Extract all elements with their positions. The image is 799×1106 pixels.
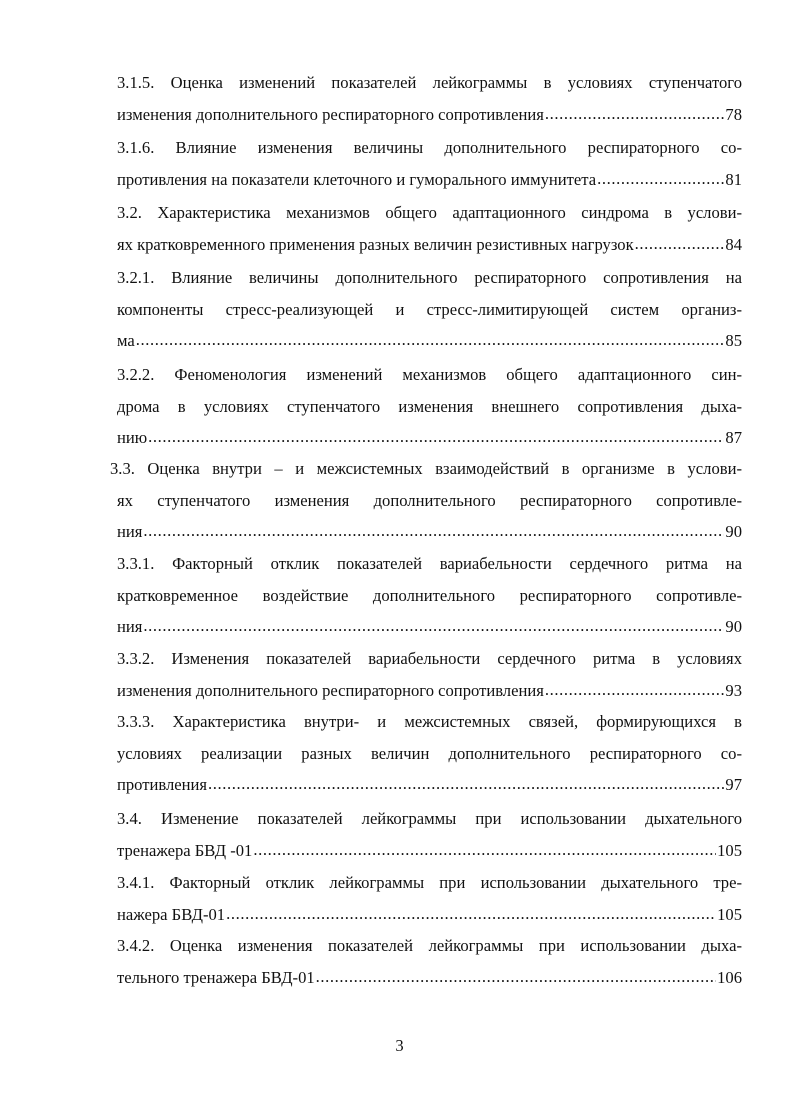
dot-leader: [635, 229, 725, 260]
toc-entry-last-line: [117, 229, 742, 261]
dot-leader: [545, 99, 725, 130]
toc-entry-line: компоненты стресс-реализующей и стресс-лимитирующей систем организ-: [117, 299, 742, 319]
toc-entry-line: 3.2. Характеристика механизмов общего адаптационного синдрома в услови-: [117, 203, 742, 222]
toc-entry-line: 3.1.6. Влияние изменения величины дополнительного респираторного со-: [117, 138, 742, 157]
toc-page-number: 81: [725, 169, 742, 189]
toc-entry: [117, 548, 742, 643]
toc-page-number: 97: [725, 775, 742, 795]
toc-entry-line: 3.4.2. Оценка изменения показателей лейкограммы при использовании дыха-: [117, 936, 742, 955]
toc-page-number: 78: [725, 104, 742, 124]
toc-entry-line: ях кратковременного применения разных величин резистивных нагрузок: [117, 234, 634, 254]
toc-entry-line: 3.3.3. Характеристика внутри- и межсистемных связей, формирующихся в: [117, 712, 742, 731]
toc-entry-line: 3.4. Изменение показателей лейкограммы при использовании дыхательного: [117, 809, 742, 828]
toc-entry-last-line: [117, 164, 742, 196]
toc-entry-line: изменения дополнительного респираторного сопротивления: [117, 104, 544, 124]
toc-entry-line: нию: [117, 428, 148, 448]
dot-leader: [545, 675, 725, 706]
toc-page-number: 105: [717, 904, 742, 924]
dot-leader: [597, 164, 724, 195]
toc-entry-line: тельного тренажера БВД-01: [117, 967, 315, 987]
toc-entry-line: ния: [117, 522, 143, 542]
toc-entry-line: 3.3.2. Изменения показателей вариабельности сердечного ритма в условиях: [117, 649, 742, 668]
dot-leader: [253, 835, 716, 866]
toc-entry-last-line: [110, 516, 742, 548]
dot-leader: [143, 516, 724, 547]
dot-leader: [136, 325, 725, 356]
toc-page-number: 90: [725, 617, 742, 637]
dot-leader: [148, 422, 724, 453]
toc-entry: [117, 262, 742, 357]
toc-page-number: 87: [725, 428, 742, 448]
toc-entry-last-line: [117, 899, 742, 931]
toc-entry-line: противления на показатели клеточного и гуморального иммунитета: [117, 169, 597, 189]
toc-entry: [117, 643, 742, 706]
toc-entry-last-line: [117, 99, 742, 131]
dot-leader: [226, 899, 716, 930]
toc-entry-line: изменения дополнительного респираторного сопротивления: [117, 680, 544, 700]
toc-page-number: 84: [725, 234, 742, 254]
toc-entry-line: ния: [117, 617, 143, 637]
toc-entry: [117, 803, 742, 866]
toc-entry: [117, 930, 742, 993]
toc-entry-line: условиях реализации разных величин дополнительного респираторного со-: [117, 743, 742, 763]
toc-entry-last-line: [117, 675, 742, 707]
toc-entry-last-line: [117, 962, 742, 994]
toc-page-number: 106: [717, 967, 742, 987]
toc-entry: [110, 453, 742, 548]
toc-entry-line: нажера БВД-01: [117, 904, 226, 924]
toc-entry: [117, 359, 742, 454]
toc-page-number: 93: [725, 680, 742, 700]
dot-leader: [316, 962, 716, 993]
toc-entry-line: 3.3.1. Факторный отклик показателей вариабельности сердечного ритма на: [117, 554, 742, 573]
toc-entry-last-line: [117, 769, 742, 801]
dot-leader: [143, 611, 724, 642]
toc-entry: [117, 132, 742, 195]
toc-entry-line: 3.2.1. Влияние величины дополнительного респираторного сопротивления на: [117, 268, 742, 287]
toc-entry-line: противления: [117, 775, 208, 795]
toc-entry-last-line: [117, 422, 742, 454]
toc-entry-last-line: [117, 611, 742, 643]
toc-entry-line: 3.3. Оценка внутри – и межсистемных взаимодействий в организме в услови-: [110, 459, 742, 478]
toc-page-number: 85: [725, 331, 742, 351]
toc-entry: [117, 67, 742, 130]
toc-entry-line: ма: [117, 331, 135, 351]
toc-entry-line: 3.1.5. Оценка изменений показателей лейкограммы в условиях ступенчатого: [117, 73, 742, 92]
toc-entry: [117, 867, 742, 930]
dot-leader: [208, 769, 724, 800]
toc-page-number: 105: [717, 840, 742, 860]
toc-entry-line: дрома в условиях ступенчатого изменения внешнего сопротивления дыха-: [117, 396, 742, 416]
toc-entry-line: тренажера БВД -01: [117, 840, 253, 860]
page-number: 3: [395, 1036, 404, 1055]
toc-entry: [117, 706, 742, 801]
toc-entry-line: ях ступенчатого изменения дополнительного респираторного сопротивле-: [117, 490, 742, 510]
toc-entry-last-line: [117, 325, 742, 357]
toc-page-number: 90: [725, 522, 742, 542]
toc-entry-line: 3.4.1. Факторный отклик лейкограммы при использовании дыхательного тре-: [117, 873, 742, 892]
toc-entry-line: кратковременное воздействие дополнительного респираторного сопротивле-: [117, 585, 742, 605]
toc-entry-last-line: [117, 835, 742, 867]
toc-entry: [117, 197, 742, 260]
toc-entry-line: 3.2.2. Феноменология изменений механизмов общего адаптационного син-: [117, 365, 742, 384]
